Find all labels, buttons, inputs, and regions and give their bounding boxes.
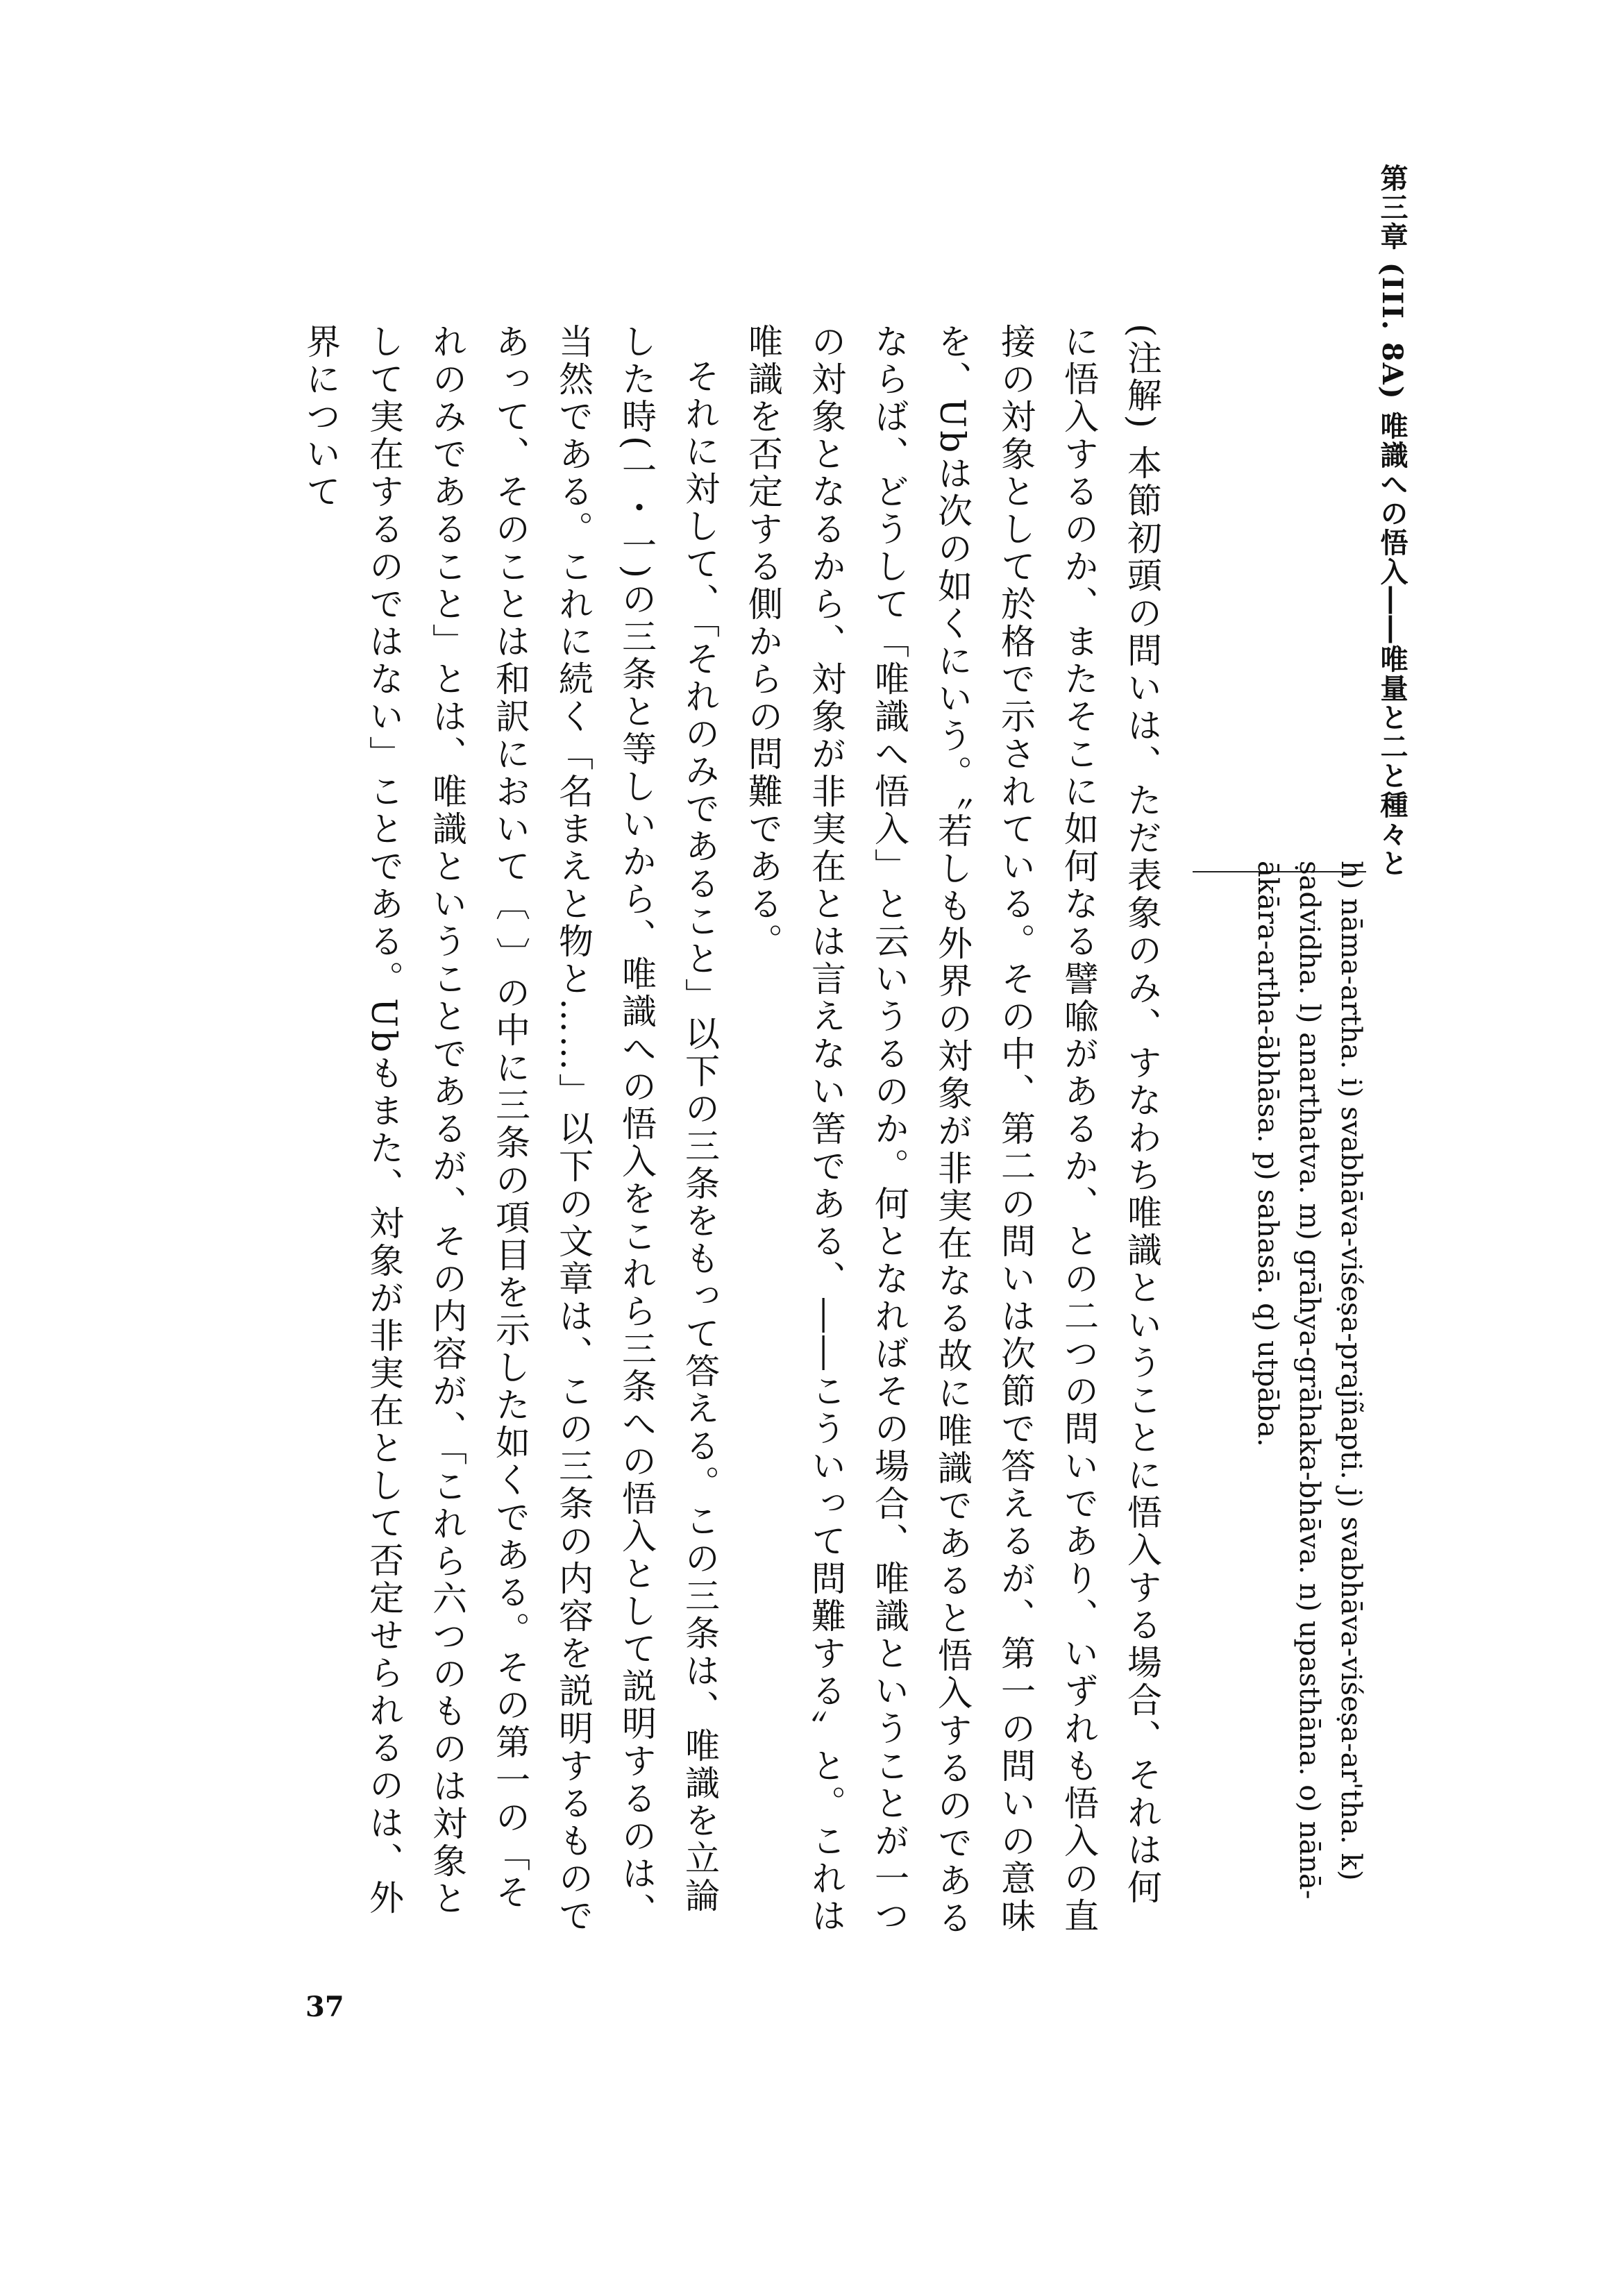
body-paragraph-1: (注解) 本節初頭の問いは、ただ表象のみ、すなわち唯識ということに悟入する場合、それは何に悟入するのか、またそこに如何なる譬喩があるか、との二つの問いであり、いずれも悟入の直接の対象として於格で示されている。その中、第二の問いは次節で答えるが、第一の問いの意味を、Ubは次の如くにいう。〝若しも外界の対象が非実在なる故に唯識であると悟入するのであるならば、どうして「唯識へ悟入」と云いうるのか。何となればその場合、唯識ということが一つの対象となるから、対象が非実在とは言えない筈である、――こういって問難する〟と。これは唯識を否定する側からの問難である。 — [743, 323, 1162, 1938]
footnotes — [1201, 861, 1372, 1930]
main-text — [264, 323, 1173, 1941]
running-header: 第三章 (III. 8A) 唯識への悟入――唯量と二と種々と — [1376, 164, 1408, 878]
body-paragraph-2: それに対して、「それのみであること」以下の三条をもって答える。この三条は、唯識を立論した時(一・一)の三条と等しいから、唯識への悟入をこれら三条への悟入として説明するのは、当然である。これに続く「名まえと物と……」以下の文章は、この三条の内容を説明するものであって、そのことは和訳において〔 〕の中に三条の項目を示した如くである。その第一の「それのみであること」とは、唯識ということであるが、その内容が、「これら六つのものは対象として実在するのではない」ことである。Ubもまた、対象が非実在として否定せられるのは、外界について — [301, 323, 720, 1935]
footnote-paragraph: h) nāma-artha. i) svabhāva-viśeṣa-prajñapti. j) svabhāva-viśeṣa-ar'tha. k) ṣadvidha. l) anarthatva. m) grāhya-grāhaka-bhāva. n) upasthāna. o) nānā-ākāra-artha-ābhāsa. p) sahasā. q) utpāba. — [1252, 861, 1367, 1900]
page-number: 37 — [305, 1991, 344, 2023]
